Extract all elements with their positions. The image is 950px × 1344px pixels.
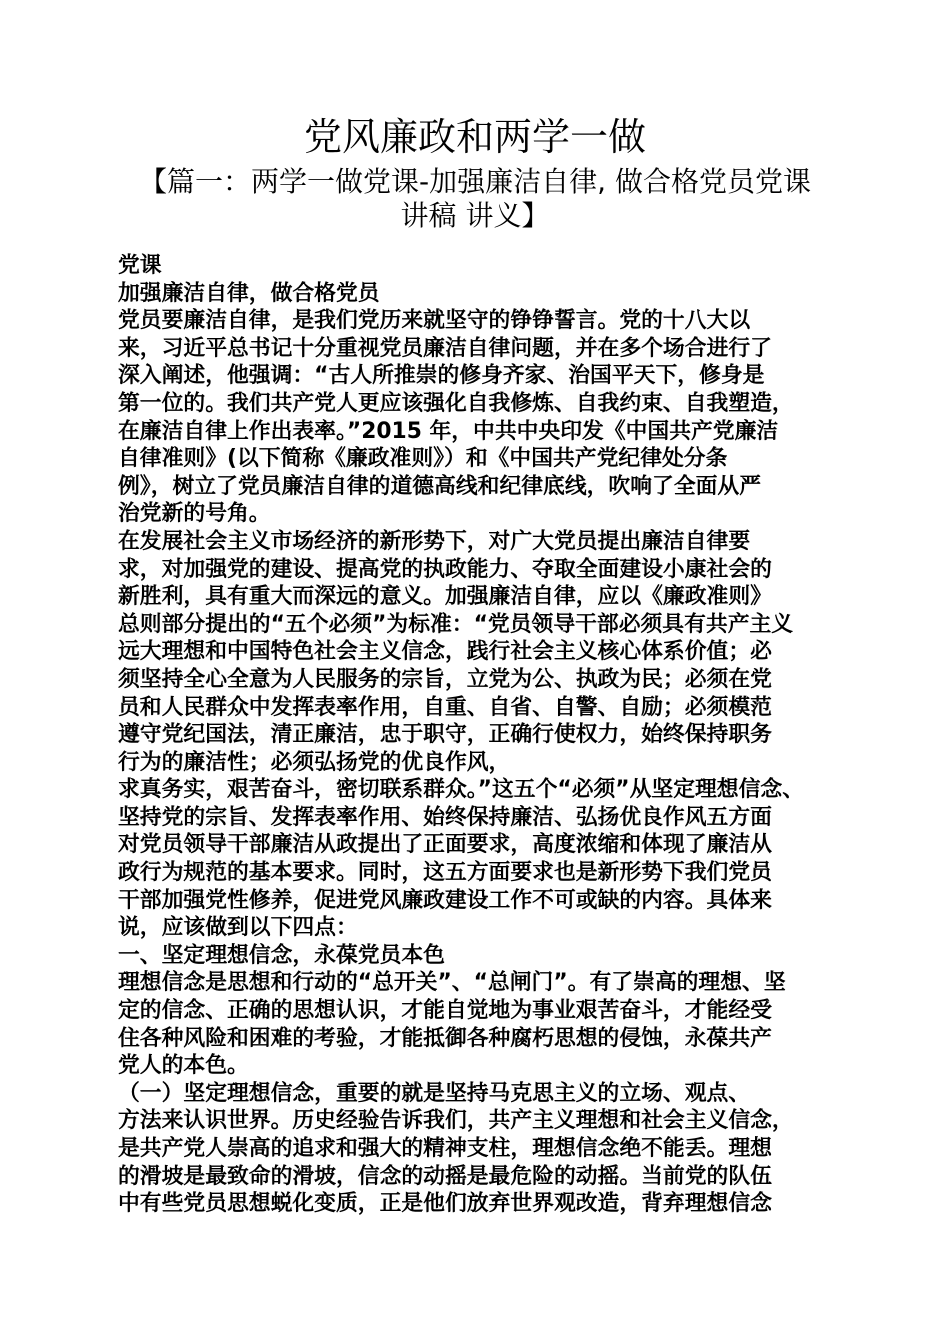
body-text-line: 治党新的号角。 <box>118 501 271 527</box>
body-text-line: 党人的本色。 <box>118 1053 249 1079</box>
body-text-line: 在发展社会主义市场经济的新形势下，对广大党员提出廉洁自律要 <box>118 528 751 554</box>
body-text-line: 在廉洁自律上作出表率。”2015 年，中共中央印发《中国共产党廉洁 <box>118 418 779 444</box>
body-text-line: 是共产党人崇高的追求和强大的精神支柱，理想信念绝不能丢。理想 <box>118 1136 772 1161</box>
body-text-line: 深入阐述，他强调：“古人所推崇的修身齐家、治国平天下，修身是 <box>118 363 765 389</box>
body-text-line: 定的信念、正确的思想认识，才能自觉地为事业艰苦奋斗，才能经受 <box>118 998 772 1024</box>
body-text-line: 远大理想和中国特色社会主义信念，践行社会主义核心体系价值；必 <box>118 639 772 665</box>
body-text-line: 方法来认识世界。历史经验告诉我们，共产主义理想和社会主义信念， <box>118 1108 794 1134</box>
body-text-line: 例》，树立了党员廉洁自律的道德高线和纪律底线，吹响了全面从严 <box>118 473 762 499</box>
body-text-line: 自律准则》(以下简称《廉政准则》）和《中国共产党纪律处分条 <box>118 446 728 472</box>
subtitle-line: 【篇一：两学一做党课-加强廉洁自律, 做合格党员党课 <box>139 165 811 198</box>
body-text-line: 来，习近平总书记十分重视党员廉洁自律问题，并在多个场合进行了 <box>118 335 772 361</box>
body-text-line: 求，对加强党的建设、提高党的执政能力、夺取全面建设小康社会的 <box>118 556 772 582</box>
subtitle-line: 讲稿 讲义】 <box>400 199 550 232</box>
body-text-line: 坚持党的宗旨、发挥表率作用、始终保持廉洁、弘扬优良作风五方面 <box>118 804 772 830</box>
body-text-line: 的滑坡是最致命的滑坡，信念的动摇是最危险的动摇。当前党的队伍 <box>118 1163 772 1189</box>
body-text-line: 政行为规范的基本要求。同时，这五方面要求也是新形势下我们党员 <box>118 860 772 886</box>
body-text-line: 总则部分提出的“五个必须”为标准：“党员领导干部必须具有共产主义 <box>118 611 794 637</box>
body-text-line: 加强廉洁自律，做合格党员 <box>118 280 380 306</box>
document-title: 党风廉政和两学一做 <box>303 115 646 159</box>
body-text-line: 中有些党员思想蜕化变质，正是他们放弃世界观改造，背弃理想信念 <box>118 1191 772 1217</box>
body-text-line: 对党员领导干部廉洁从政提出了正面要求，高度浓缩和体现了廉洁从 <box>118 832 772 858</box>
body-text-line: （一）坚定理想信念，重要的就是坚持马克思主义的立场、观点、 <box>118 1080 751 1106</box>
body-text-line: 说，应该做到以下四点： <box>118 915 358 941</box>
document-body <box>118 252 838 1218</box>
body-text-line: 求真务实，艰苦奋斗，密切联系群众。”这五个“必须”从坚定理想信念、 <box>118 777 804 803</box>
body-text-line: 须坚持全心全意为人民服务的宗旨，立党为公、执政为民；必须在党 <box>118 666 772 692</box>
body-text-line: 员和人民群众中发挥表率作用，自重、自省、自警、自励；必须模范 <box>118 694 772 720</box>
body-text-line: 住各种风险和困难的考验，才能抵御各种腐朽思想的侵蚀，永葆共产 <box>118 1025 772 1051</box>
body-text-line: 一、坚定理想信念，永葆党员本色 <box>118 942 445 968</box>
body-text-line: 党课 <box>118 253 162 278</box>
body-text-line: 第一位的。我们共产党人更应该强化自我修炼、自我约束、自我塑造， <box>118 390 794 416</box>
body-text-line: 新胜利，具有重大而深远的意义。加强廉洁自律，应以《廉政准则》 <box>118 584 772 610</box>
body-text-line: 理想信念是思想和行动的“总开关”、“总闸门”。有了崇高的理想、坚 <box>118 970 786 996</box>
body-text-line: 遵守党纪国法，清正廉洁，忠于职守，正确行使权力，始终保持职务 <box>118 722 772 748</box>
body-text-line: 行为的廉洁性；必须弘扬党的优良作风， <box>118 749 511 775</box>
body-text-line: 党员要廉洁自律，是我们党历来就坚守的铮铮誓言。党的十八大以 <box>118 308 751 334</box>
document-subtitle <box>115 165 835 233</box>
body-text-line: 干部加强党性修养，促进党风廉政建设工作不可或缺的内容。具体来 <box>118 887 772 913</box>
